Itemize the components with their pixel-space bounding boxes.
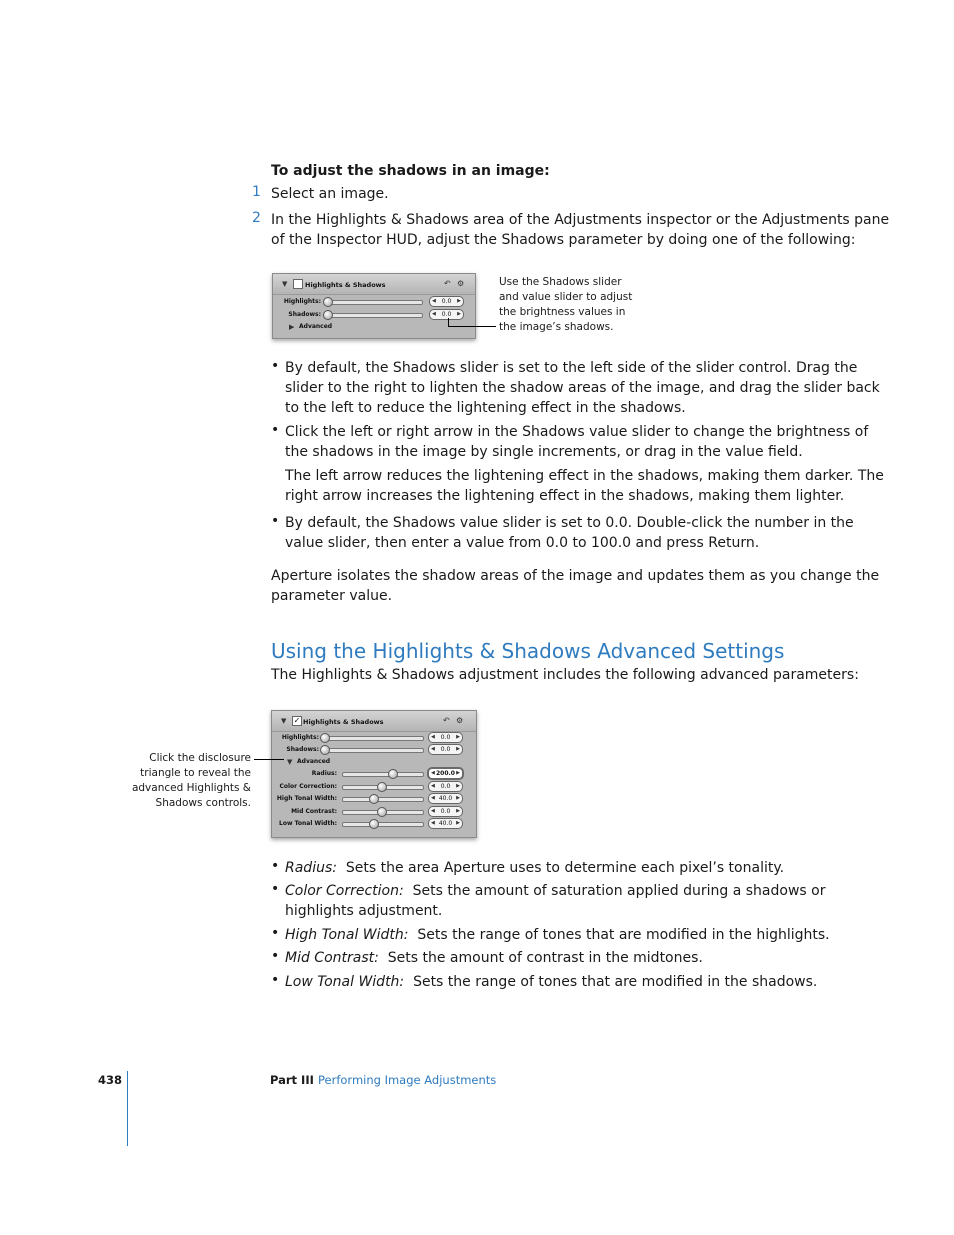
callout-line: Use the Shadows slider (499, 276, 622, 288)
panel-header (273, 274, 475, 295)
task-title: To adjust the shadows in an image: (271, 163, 550, 179)
shadows-slider-knob[interactable] (320, 745, 330, 755)
section-intro: The Highlights & Shadows adjustment includes the following advanced parameters: (271, 667, 859, 683)
footer-chapter-title: Performing Image Adjustments (318, 1073, 497, 1087)
paragraph-line: Aperture isolates the shadow areas of the image and updates them as you change the (271, 568, 880, 584)
mid-contrast-label: Mid Contrast: (291, 808, 337, 815)
param-term: High Tonal Width: (285, 927, 409, 943)
bullet-icon: • (271, 881, 280, 897)
bullet-line: to the left to reduce the lightening effect in the shadows. (285, 400, 686, 416)
radius-slider-knob[interactable] (388, 769, 398, 779)
color-correction-slider-knob[interactable] (377, 782, 387, 792)
color-correction-value-slider[interactable] (428, 781, 463, 792)
left-arrow-icon[interactable]: ◀ (431, 783, 435, 789)
shadows-label: Shadows: (288, 311, 321, 318)
callout-line: triangle to reveal the (140, 767, 251, 779)
bullet-icon: • (271, 925, 280, 941)
step-number: 1 (252, 184, 261, 200)
shadows-slider-knob[interactable] (323, 310, 333, 320)
highlights-label: Highlights: (283, 298, 321, 305)
mid-contrast-value-slider[interactable] (428, 806, 463, 817)
param-item (285, 925, 830, 945)
right-arrow-icon[interactable]: ▶ (456, 770, 460, 776)
bullet-icon: • (271, 948, 280, 964)
bullet-text (285, 422, 868, 462)
right-arrow-icon[interactable]: ▶ (456, 746, 460, 752)
bullet-line: right arrow increases the lightening effect in the shadows, making them lighter. (285, 488, 845, 504)
param-description: highlights adjustment. (285, 903, 443, 919)
right-arrow-icon[interactable]: ▶ (457, 311, 461, 317)
high-tonal-width-slider[interactable] (342, 797, 424, 802)
param-term: Radius: (285, 860, 337, 876)
highlights-value: 0.0 (441, 298, 452, 305)
footer-rule (127, 1071, 128, 1146)
low-tonal-width-slider[interactable] (342, 822, 424, 827)
param-description: Sets the area Aperture uses to determine each pixel’s tonality. (345, 860, 785, 876)
figure1-callout (499, 275, 632, 335)
footer-part: Part III (270, 1073, 314, 1087)
param-term: Color Correction: (285, 883, 404, 899)
high-tonal-width-value-slider[interactable] (428, 793, 463, 804)
bullet-line: slider to the right to lighten the shadow areas of the image, and drag the slider back (285, 380, 880, 396)
gear-icon[interactable]: ⚙ (457, 279, 465, 288)
callout-line: the brightness values in (499, 306, 626, 318)
right-arrow-icon[interactable]: ▶ (457, 298, 461, 304)
enable-checkbox[interactable] (293, 279, 303, 289)
advanced-disclosure-triangle-icon[interactable]: ▼ (287, 758, 293, 766)
figure2-callout (120, 751, 251, 811)
bullet-line: value slider, then enter a value from 0.0 to 100.0 and press Return. (285, 535, 760, 551)
highlights-slider[interactable] (325, 300, 423, 305)
bullet-subparagraph (285, 466, 884, 506)
paragraph-line: parameter value. (271, 588, 393, 604)
panel-title: Highlights & Shadows (303, 718, 384, 726)
disclosure-triangle-icon[interactable]: ▼ (281, 717, 287, 725)
reset-icon[interactable]: ↶ (444, 279, 451, 288)
callout-leader (254, 759, 284, 760)
low-tonal-width-label: Low Tonal Width: (279, 820, 337, 827)
bullet-line: The left arrow reduces the lightening effect in the shadows, making them darker. The (285, 468, 884, 484)
color-correction-label: Color Correction: (279, 783, 337, 790)
radius-slider[interactable] (342, 772, 424, 777)
right-arrow-icon[interactable]: ▶ (456, 795, 460, 801)
radius-value-slider[interactable] (427, 767, 464, 780)
highlights-slider-knob[interactable] (320, 733, 330, 743)
callout-line: advanced Highlights & (131, 782, 251, 794)
right-arrow-icon[interactable]: ▶ (456, 808, 460, 814)
bullet-icon: • (271, 513, 280, 529)
left-arrow-icon[interactable]: ◀ (431, 734, 435, 740)
left-arrow-icon[interactable]: ◀ (431, 795, 435, 801)
advanced-label: Advanced (299, 323, 333, 330)
shadows-value-slider[interactable] (428, 744, 463, 755)
paragraph (271, 566, 879, 606)
param-item (285, 881, 825, 921)
step-text: In the Highlights & Shadows area of the Adjustments inspector or the Adjustments pane (271, 212, 890, 228)
right-arrow-icon[interactable]: ▶ (456, 734, 460, 740)
enable-checkbox[interactable]: ✓ (293, 716, 301, 725)
right-arrow-icon[interactable]: ▶ (456, 783, 460, 789)
bullet-line: By default, the Shadows slider is set to the left side of the slider control. Drag the (285, 360, 858, 376)
bullet-line: Click the left or right arrow in the Shadows value slider to change the brightness of (285, 424, 869, 440)
param-description: Sets the amount of contrast in the midtones. (387, 950, 703, 966)
shadows-value: 0.0 (441, 311, 452, 318)
low-tonal-width-slider-knob[interactable] (369, 819, 379, 829)
param-item (285, 972, 817, 992)
page-number: 438 (98, 1073, 123, 1087)
highlights-shadows-advanced-panel (271, 710, 477, 838)
advanced-label: Advanced (297, 758, 331, 765)
high-tonal-width-value: 40.0 (438, 795, 453, 802)
panel-title: Highlights & Shadows (305, 281, 386, 289)
callout-line: the image’s shadows. (499, 321, 614, 333)
mid-contrast-value: 0.0 (440, 808, 451, 815)
disclosure-triangle-icon[interactable]: ▼ (282, 280, 288, 288)
bullet-icon: • (271, 858, 280, 874)
param-description: Sets the range of tones that are modified in the highlights. (417, 927, 830, 943)
reset-icon[interactable]: ↶ (443, 716, 450, 725)
left-arrow-icon[interactable]: ◀ (431, 808, 435, 814)
shadows-slider[interactable] (325, 313, 423, 318)
low-tonal-width-value-slider[interactable] (428, 818, 463, 829)
left-arrow-icon[interactable]: ◀ (432, 311, 436, 317)
gear-icon[interactable]: ⚙ (456, 716, 464, 725)
highlights-value: 0.0 (440, 734, 451, 741)
bullet-icon: • (271, 422, 280, 438)
shadows-value-slider[interactable] (429, 309, 464, 320)
advanced-disclosure-triangle-icon[interactable]: ▶ (289, 323, 295, 331)
highlights-label: Highlights: (281, 734, 319, 741)
param-item (285, 948, 703, 968)
left-arrow-icon[interactable]: ◀ (432, 298, 436, 304)
highlights-slider[interactable] (322, 736, 424, 741)
callout-line: and value slider to adjust (499, 291, 633, 303)
highlights-value-slider[interactable] (429, 296, 464, 307)
bullet-icon: • (271, 358, 280, 374)
left-arrow-icon[interactable]: ◀ (431, 820, 435, 826)
step-text: Select an image. (271, 186, 389, 202)
section-heading: Using the Highlights & Shadows Advanced Settings (271, 639, 785, 663)
bullet-line: the shadows in the image by single increments, or drag in the value field. (285, 444, 803, 460)
high-tonal-width-slider-knob[interactable] (369, 794, 379, 804)
low-tonal-width-value: 40.0 (438, 820, 453, 827)
callout-line: Shadows controls. (155, 797, 251, 809)
step-text: of the Inspector HUD, adjust the Shadows parameter by doing one of the following: (271, 232, 856, 248)
param-term: Low Tonal Width: (285, 974, 405, 990)
param-description: Sets the range of tones that are modified in the shadows. (413, 974, 818, 990)
param-item (285, 858, 784, 878)
radius-label: Radius: (311, 770, 337, 777)
bullet-icon: • (271, 972, 280, 988)
bullet-line: By default, the Shadows value slider is set to 0.0. Double-click the number in the (285, 515, 854, 531)
right-arrow-icon[interactable]: ▶ (456, 820, 460, 826)
callout-leader (448, 326, 496, 327)
color-correction-value: 0.0 (440, 783, 451, 790)
param-term: Mid Contrast: (285, 950, 379, 966)
high-tonal-width-label: High Tonal Width: (276, 795, 337, 802)
mid-contrast-slider-knob[interactable] (377, 807, 387, 817)
bullet-text (285, 513, 854, 553)
left-arrow-icon[interactable]: ◀ (431, 746, 435, 752)
bullet-text (285, 358, 880, 418)
panel-header (272, 711, 476, 732)
param-description: Sets the amount of saturation applied during a shadows or (412, 883, 826, 899)
shadows-value: 0.0 (440, 746, 451, 753)
left-arrow-icon[interactable]: ◀ (431, 770, 435, 776)
radius-value: 200.0 (436, 770, 455, 777)
shadows-slider[interactable] (322, 748, 424, 753)
highlights-shadows-panel (272, 273, 476, 339)
callout-line: Click the disclosure (149, 752, 251, 764)
highlights-slider-knob[interactable] (323, 297, 333, 307)
shadows-label: Shadows: (286, 746, 319, 753)
highlights-value-slider[interactable] (428, 732, 463, 743)
step-number: 2 (252, 210, 261, 226)
